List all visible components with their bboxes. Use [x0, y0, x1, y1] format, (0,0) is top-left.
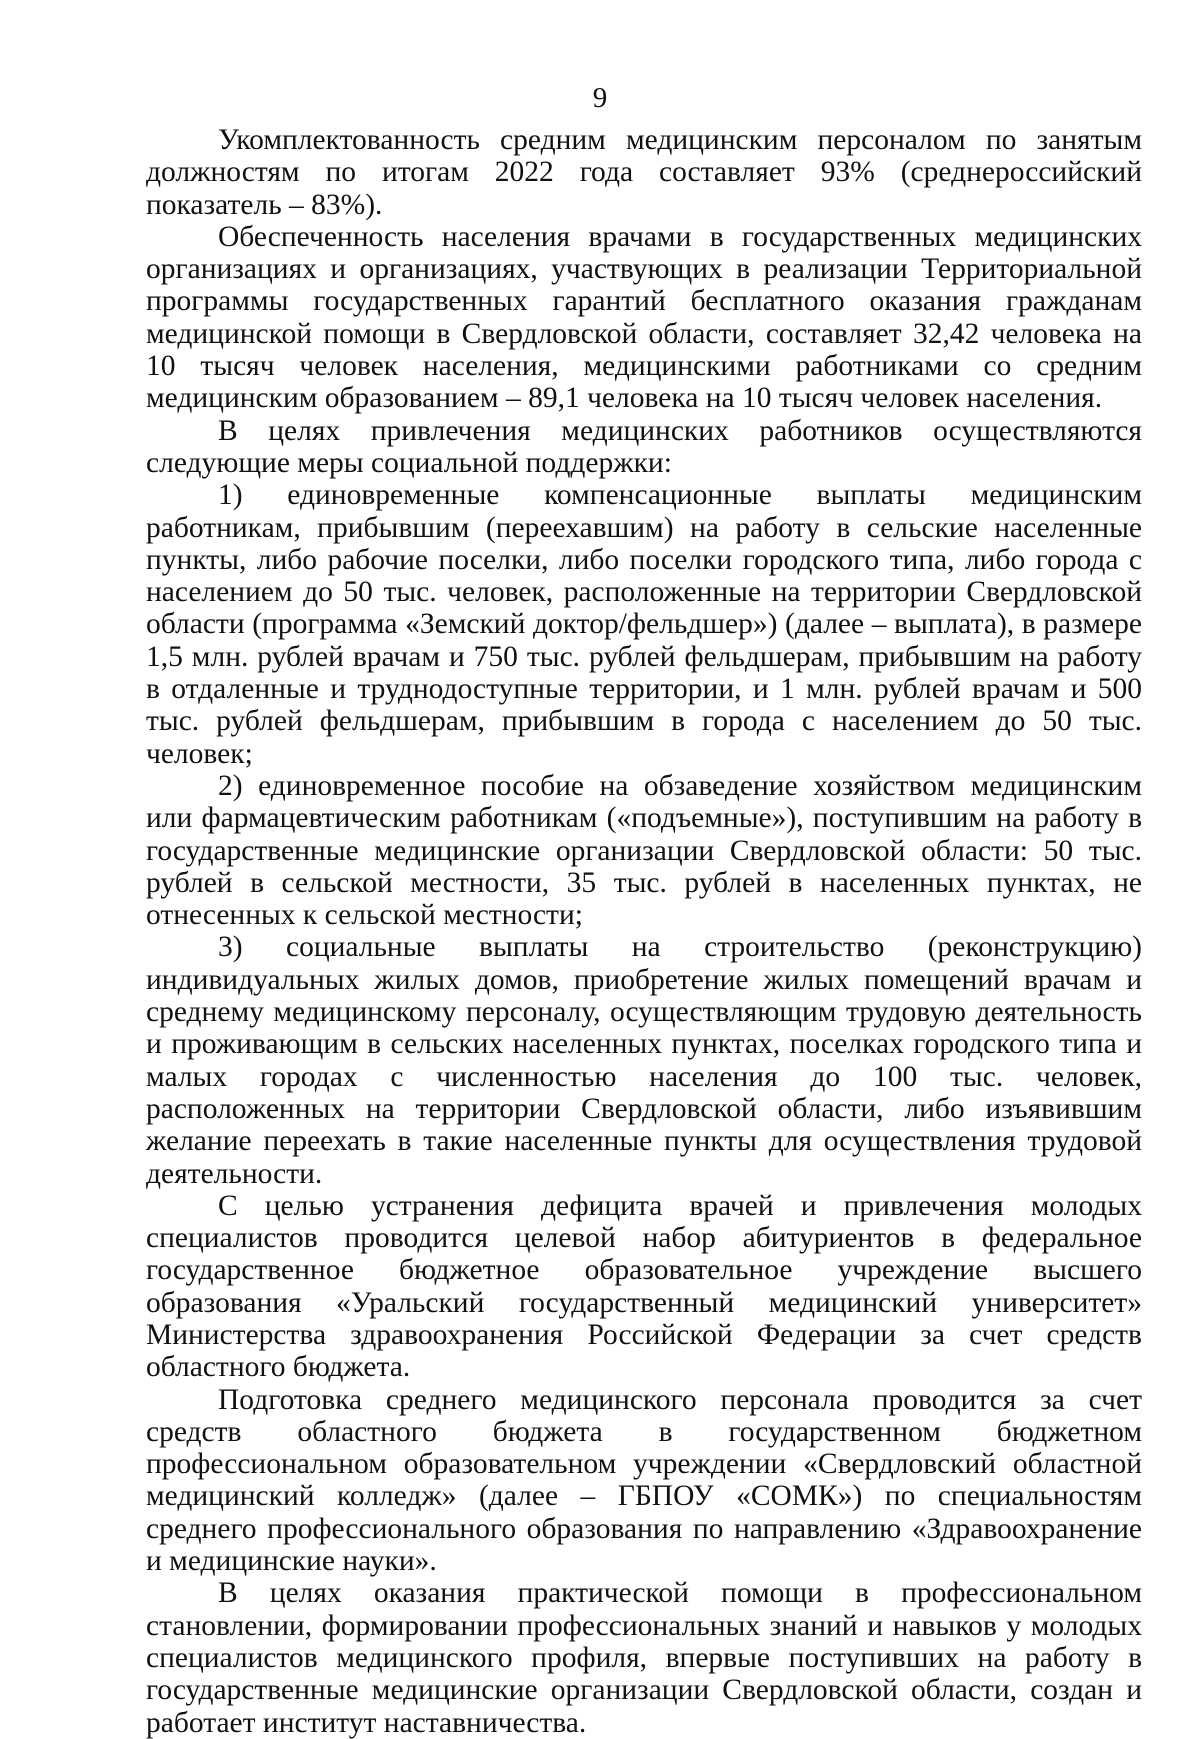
page-number: 9 — [592, 82, 608, 114]
paragraph-nursing-training: Подготовка среднего медицинского персонала проводится за счет средств областного бюджета в государственном бюджетном профессиональном образовательном учреждении «Свердловский областной медицинский колледж» (далее – ГБПОУ «СОМК») по специальностям среднего профессионального образования по направлению «Здравоохранение и медицинские науки». — [146, 1383, 1142, 1578]
paragraph-doctor-availability: Обеспеченность населения врачами в государственных медицинских организациях и организациях, участвующих в реализации Территориальной программы государственных гарантий бесплатного оказания гражданам медицинской помощи в Свердловской области, составляет 32,42 человека на 10 тысяч человек населения, медицинскими работниками со средним медицинским образованием – 89,1 человека на 10 тысяч человек населения. — [146, 220, 1142, 415]
paragraph-mentorship: В целях оказания практической помощи в профессиональном становлении, формировании профессиональных знаний и навыков у молодых специалистов медицинского профиля, впервые поступивших на работу в государственные медицинские организации Свердловской области, создан и работает институт наставничества. — [146, 1577, 1142, 1739]
list-item-relocation-allowance: 2) единовременное пособие на обзаведение хозяйством медицинским или фармацевтическим работникам («подъемные»), поступившим на работу в государственные медицинские организации Свердловской области: 50 тыс. рублей в сельской местности, 35 тыс. рублей в населенных пунктах, не отнесенных к сельской местности; — [146, 769, 1142, 932]
paragraph-targeted-admission: С целью устранения дефицита врачей и привлечения молодых специалистов проводится целевой набор абитуриентов в федеральное государственное бюджетное образовательное учреждение высшего образования «Уральский государственный медицинский университет» Министерства здравоохранения Российской Федерации за счет средств областного бюджета. — [146, 1189, 1142, 1384]
paragraph-staffing-level: Укомплектованность средним медицинским персоналом по занятым должностям по итогам 2022 года составляет 93% (среднероссийский показатель – 83%). — [146, 124, 1142, 221]
paragraph-support-measures-intro: В целях привлечения медицинских работников осуществляются следующие меры социальной поддержки: — [146, 414, 1142, 479]
document-body — [146, 124, 1142, 1739]
list-item-compensation-payments: 1) единовременные компенсационные выплаты медицинским работникам, прибывшим (переехавшим) на работу в сельские населенные пункты, либо рабочие поселки, либо поселки городского типа, либо города с населением до 50 тыс. человек, расположенные на территории Свердловской области (программа «Земский доктор/фельдшер») (далее – выплата), в размере 1,5 млн. рублей врачам и 750 тыс. рублей фельдшерам, прибывшим на работу в отдаленные и труднодоступные территории, и 1 млн. рублей врачам и 500 тыс. рублей фельдшерам, прибывшим в города с населением до 50 тыс. человек; — [146, 479, 1142, 770]
list-item-housing-payments: 3) социальные выплаты на строительство (реконструкцию) индивидуальных жилых домов, приобретение жилых помещений врачам и среднему медицинскому персоналу, осуществляющим трудовую деятельность и проживающим в сельских населенных пунктах, поселках городского типа и малых городах с численностью населения до 100 тыс. человек, расположенных на территории Свердловской области, либо изъявившим желание переехать в такие населенные пункты для осуществления трудовой деятельности. — [146, 931, 1142, 1190]
